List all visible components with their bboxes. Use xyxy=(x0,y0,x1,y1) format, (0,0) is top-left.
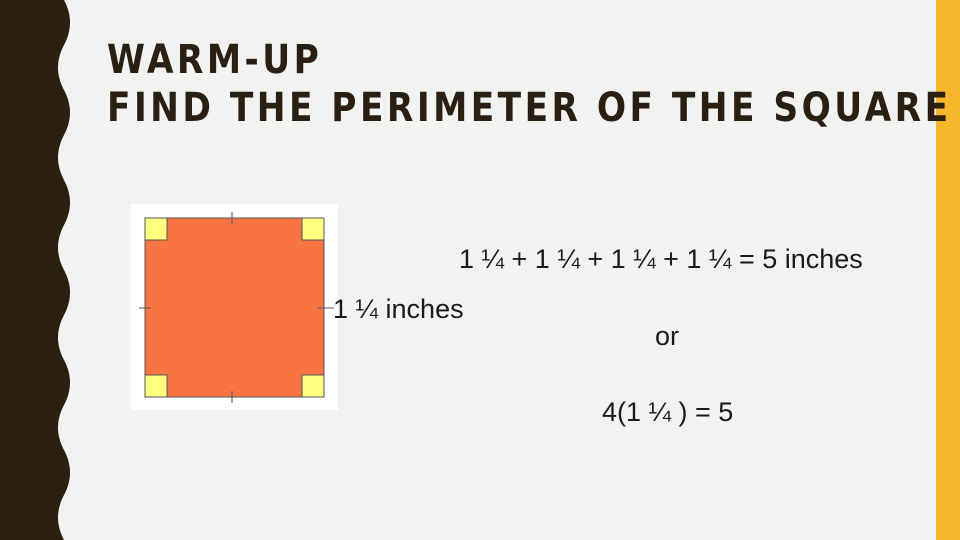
title-line-2: FIND THE PERIMETER OF THE SQUARE xyxy=(107,85,952,131)
title-line-1: WARM-UP xyxy=(107,37,323,83)
square-diagram xyxy=(131,204,338,410)
corner-mark-bottom-left xyxy=(145,375,167,397)
square-shape xyxy=(145,218,324,397)
corner-mark-bottom-right xyxy=(302,375,324,397)
corner-mark-top-right xyxy=(302,218,324,240)
product-equation: 4(1 ¼ ) = 5 xyxy=(602,397,734,427)
left-decorative-band xyxy=(0,0,76,540)
square-figure xyxy=(131,204,338,410)
page-title xyxy=(107,36,952,132)
or-text: or xyxy=(655,321,680,351)
side-length-label: 1 ¼ inches xyxy=(333,294,464,324)
corner-mark-top-left xyxy=(145,218,167,240)
sum-equation: 1 ¼ + 1 ¼ + 1 ¼ + 1 ¼ = 5 inches xyxy=(459,244,863,274)
